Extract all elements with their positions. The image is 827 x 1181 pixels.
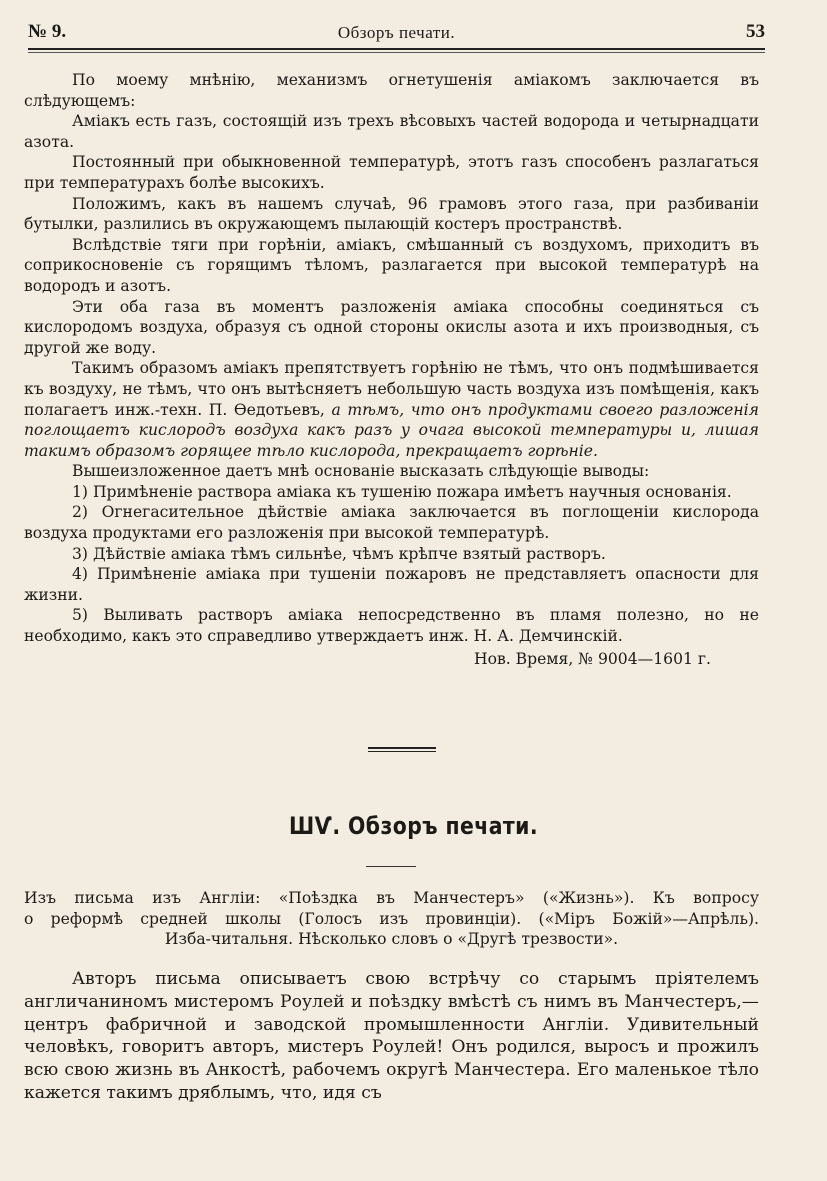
source-citation: Нов. Время, № 9004—1601 г. xyxy=(474,649,711,668)
header-rule xyxy=(28,48,765,50)
paragraph: Положимъ, какъ въ нашемъ случаѣ, 96 грамовъ этого газа, при разбиваніи бутылки, разлились въ окружающемъ пылающій костеръ пространствѣ. xyxy=(24,194,759,234)
header-rule-thin xyxy=(28,52,765,53)
conclusion-item: 3) Дѣйствіе аміака тѣмъ сильнѣе, чѣмъ крѣпче взятый растворъ. xyxy=(72,544,606,563)
issue-number: № 9. xyxy=(28,21,67,42)
title-underline xyxy=(366,866,416,867)
paragraph: Аміакъ есть газъ, состоящій изъ трехъ вѣсовыхъ частей водорода и четырнадцати азота. xyxy=(24,112,759,151)
conclusion-item: 1) Примѣненіе раствора аміака къ тушенію пожара имѣетъ научныя основанія. xyxy=(72,482,732,501)
paragraph: По моему мнѣнію, механизмъ огнетушенія аміакомъ заключается въ слѣдующемъ: xyxy=(24,71,759,110)
page-number: 53 xyxy=(746,21,765,42)
running-title: Обзоръ печати. xyxy=(337,23,456,42)
summary-line: Изъ письма изъ Англіи: «Поѣздка въ Манчестеръ» («Жизнь»). Къ вопросу xyxy=(24,889,759,907)
conclusion-intro: Вышеизложенное даетъ мнѣ основаніе высказать слѣдующіе выводы: xyxy=(72,462,650,481)
conclusion-item: 5) Выливать растворъ аміака непосредственно въ пламя полезно, но не необходимо, какъ это справедливо утверждаетъ инж. Н. А. Демчинскій. xyxy=(24,606,759,646)
summary-line: о реформѣ средней школы (Голосъ изъ провинціи). («Міръ Божій»—Апрѣль). xyxy=(24,909,759,928)
paragraph: Постоянный при обыкновенной температурѣ, этотъ газъ способенъ разлагаться при температурахъ болѣе высокихъ. xyxy=(24,153,759,192)
paragraph-mixed xyxy=(24,358,759,461)
conclusion-item: 2) Огнегасительное дѣйствіе аміака заключается въ поглощеніи кислорода воздуха продуктами его разложенія при высокой температурѣ. xyxy=(24,503,759,543)
section-summary xyxy=(24,888,759,950)
page-header xyxy=(28,18,765,48)
article-body xyxy=(24,70,759,669)
paragraph-italic-part: а тѣмъ, что онъ продуктами своего разложенія поглощаетъ кислородъ воздуха какъ разъ у очага высокой температуры и, лишая такимъ образомъ горящее тѣло кислорода, прекращаетъ горѣніе. xyxy=(24,400,759,460)
conclusion-item: 4) Примѣненіе аміака при тушеніи пожаровъ не представляетъ опасности для жизни. xyxy=(24,565,759,604)
paragraph-plain-part: Такимъ образомъ аміакъ препятствуетъ горѣнію не тѣмъ, что онъ подмѣшивается къ воздуху, не тѣмъ, что онъ вытѣсняетъ небольшую часть воздуха изъ помѣщенія, какъ полагаетъ инж.-техн. П. Ѳедотьевъ, xyxy=(24,359,759,419)
section-divider xyxy=(368,747,436,752)
summary-line: Изба-читальня. Нѣсколько словъ о «Другѣ трезвости». xyxy=(164,930,619,949)
section-body xyxy=(24,968,759,1105)
paragraph: Эти оба газа въ моментъ разложенія аміака способны соединяться съ кислородомъ воздуха, образуя съ одной стороны окислы азота и ихъ производныя, съ другой же воду. xyxy=(24,297,759,357)
paragraph: Авторъ письма описываетъ свою встрѣчу со старымъ пріятелемъ англичаниномъ мистеромъ Роулей и поѣздку вмѣстѣ съ нимъ въ Манчестеръ,—центръ фабричной и заводской промышленности Англіи. Удивительный человѣкъ, говоритъ авторъ, мистеръ Роулей! Онъ родился, выросъ и прожилъ всю свою жизнь въ Анкостѣ, рабочемъ округѣ Манчестера. Его маленькое тѣло кажется такимъ дряблымъ, что, идя съ xyxy=(24,969,759,1103)
paragraph: Вслѣдствіе тяги при горѣніи, аміакъ, смѣшанный съ воздухомъ, приходитъ въ соприкосновеніе съ горящимъ тѣломъ, разлагается при высокой температурѣ на водородъ и азотъ. xyxy=(24,235,759,295)
section-title: ШѴ. Обзоръ печати. xyxy=(288,812,539,840)
